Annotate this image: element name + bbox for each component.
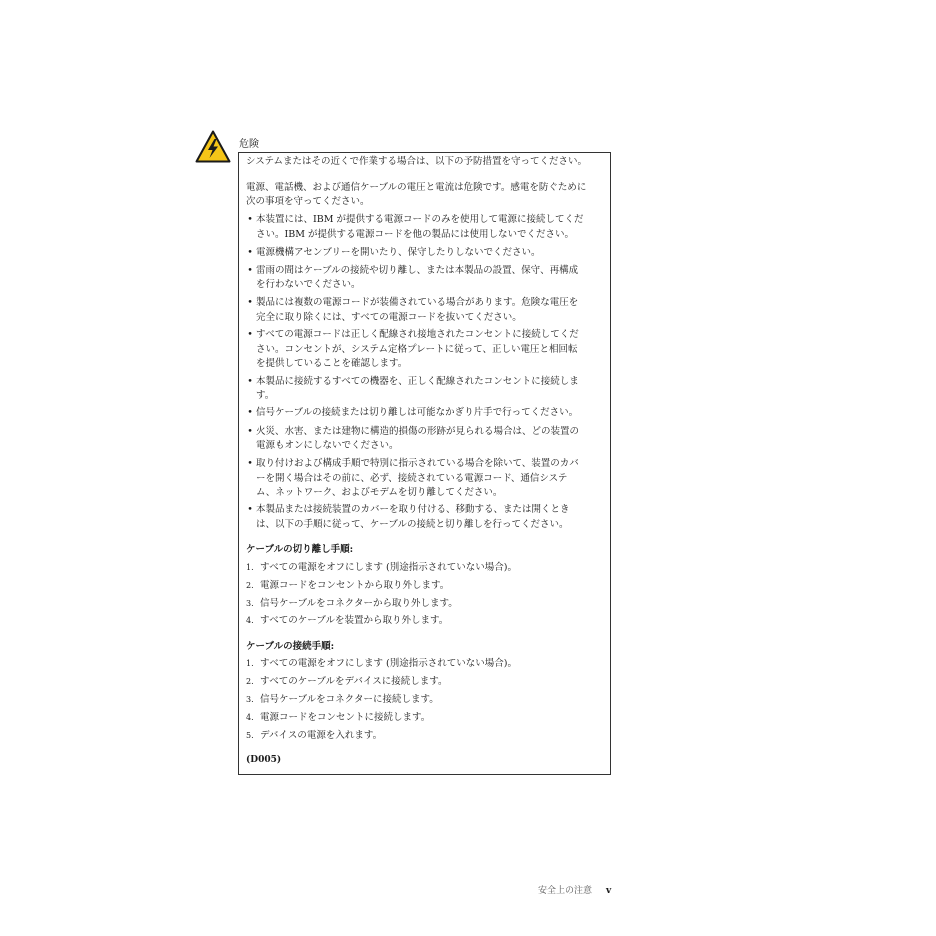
step-number: 3. bbox=[246, 695, 254, 704]
bullet-icon: • bbox=[247, 407, 253, 418]
list-item-text: 本装置には、IBM が提供する電源コードのみを使用して電源に接続してくだ bbox=[256, 214, 584, 225]
step-text: すべてのケーブルを装置から取り外します。 bbox=[260, 615, 449, 626]
list-item-text: 取り付けおよび構成手順で特別に指示されている場合を除いて、装置のカバ bbox=[256, 458, 579, 469]
step-text: すべてのケーブルをデバイスに接続します。 bbox=[260, 676, 448, 687]
step-text: すべての電源をオフにします (別途指示されていない場合)。 bbox=[260, 658, 517, 669]
connect-heading: ケーブルの接続手順: bbox=[246, 641, 335, 652]
bullet-icon: • bbox=[247, 297, 253, 308]
list-item-text: 火災、水害、または建物に構造的損傷の形跡が見られる場合は、どの装置の bbox=[256, 426, 580, 437]
danger-label: 危険 bbox=[239, 139, 259, 150]
step-number: 2. bbox=[246, 677, 254, 686]
list-item-text: すべての電源コードは正しく配線され接地されたコンセントに接続してくだ bbox=[256, 329, 579, 340]
warning-text-line: 次の事項を守ってください。 bbox=[246, 196, 370, 207]
step-number: 5. bbox=[246, 731, 254, 740]
disconnect-heading: ケーブルの切り離し手順: bbox=[246, 544, 354, 555]
high-voltage-warning-icon bbox=[195, 130, 231, 163]
footer-section-title: 安全上の注意 bbox=[538, 886, 593, 896]
list-item-text: 完全に取り除くには、すべての電源コードを抜いてください。 bbox=[256, 312, 522, 323]
list-item-text: ーを開く場合はその前に、必ず、接続されている電源コード、通信システ bbox=[256, 473, 568, 484]
list-item-text: を行わないでください。 bbox=[256, 279, 361, 290]
list-item-text: を提供していることを確認します。 bbox=[256, 358, 408, 369]
step-number: 1. bbox=[246, 659, 254, 668]
statement-code: (D005) bbox=[246, 755, 282, 765]
list-item-text: 信号ケーブルの接続または切り離しは可能なかぎり片手で行ってください。 bbox=[256, 407, 579, 418]
list-item-text: 製品には複数の電源コードが装備されている場合があります。危険な電圧を bbox=[256, 297, 579, 308]
list-item-text: 本製品に接続するすべての機器を、正しく配線されたコンセントに接続しま bbox=[256, 376, 579, 387]
step-text: デバイスの電源を入れます。 bbox=[260, 730, 383, 741]
page-number: v bbox=[606, 886, 612, 896]
list-item-text: は、以下の手順に従って、ケーブルの接続と切り離しを行ってください。 bbox=[256, 519, 569, 530]
bullet-icon: • bbox=[247, 458, 253, 469]
list-item-text: さい。IBM が提供する電源コードを他の製品には使用しないでください。 bbox=[256, 229, 574, 240]
step-number: 2. bbox=[246, 581, 254, 590]
list-item-text: 電源もオンにしないでください。 bbox=[256, 440, 399, 451]
bullet-icon: • bbox=[247, 376, 253, 387]
list-item-text: 本製品または接続装置のカバーを取り付ける、移動する、または開くとき bbox=[256, 504, 570, 515]
step-text: 信号ケーブルをコネクターに接続します。 bbox=[260, 694, 439, 705]
bullet-icon: • bbox=[247, 329, 253, 340]
step-text: 信号ケーブルをコネクターから取り外します。 bbox=[260, 598, 458, 609]
list-item-text: 雷雨の間はケーブルの接続や切り離し、または本製品の設置、保守、再構成 bbox=[256, 265, 579, 276]
bullet-icon: • bbox=[247, 504, 253, 515]
bullet-icon: • bbox=[247, 426, 253, 437]
list-item-text: 電源機構アセンブリーを開いたり、保守したりしないでください。 bbox=[256, 247, 541, 258]
step-text: 電源コードをコンセントに接続します。 bbox=[260, 712, 431, 723]
step-number: 4. bbox=[246, 713, 254, 722]
list-item-text: ム、ネットワーク、およびモデムを切り離してください。 bbox=[256, 487, 503, 498]
intro-text: システムまたはその近くで作業する場合は、以下の予防措置を守ってください。 bbox=[246, 156, 588, 167]
bullet-icon: • bbox=[247, 214, 253, 225]
step-text: 電源コードをコンセントから取り外します。 bbox=[260, 580, 450, 591]
danger-notice-box bbox=[238, 152, 611, 775]
step-text: すべての電源をオフにします (別途指示されていない場合)。 bbox=[260, 562, 517, 573]
list-item-text: す。 bbox=[256, 390, 275, 401]
step-number: 3. bbox=[246, 599, 254, 608]
warning-text-line: 電源、電話機、および通信ケーブルの電圧と電流は危険です。感電を防ぐために bbox=[246, 182, 587, 193]
bullet-icon: • bbox=[247, 265, 253, 276]
bullet-icon: • bbox=[247, 247, 253, 258]
list-item-text: さい。コンセントが、システム定格プレートに従って、正しい電圧と相回転 bbox=[256, 344, 578, 355]
step-number: 1. bbox=[246, 563, 254, 572]
step-number: 4. bbox=[246, 616, 254, 625]
